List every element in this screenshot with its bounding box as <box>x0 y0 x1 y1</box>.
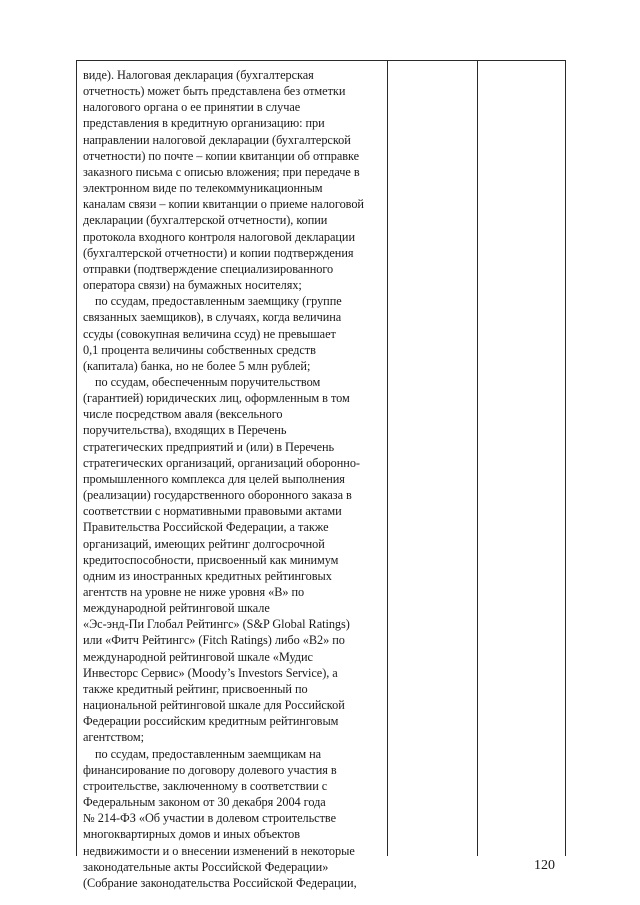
text-line: ссуды (совокупная величина ссуд) не превышает <box>83 326 336 341</box>
text-line: также кредитный рейтинг, присвоенный по <box>83 681 308 696</box>
text-line: агентством; <box>83 730 145 745</box>
text-line: (гарантией) юридических лиц, оформленным в том <box>83 391 350 406</box>
text-line: строительстве, заключенному в соответствии с <box>83 778 328 793</box>
text-line: № 214-ФЗ «Об участии в долевом строительстве <box>83 811 336 826</box>
text-line: одним из иностранных кредитных рейтинговых <box>83 568 332 583</box>
text-line: по ссудам, предоставленным заемщикам на <box>95 746 322 761</box>
text-line: законодательные акты Российской Федерации» <box>83 859 329 874</box>
text-line: представления в кредитную организацию: при <box>83 116 325 131</box>
text-line: (капитала) банка, но не более 5 млн рублей; <box>83 358 311 373</box>
text-line: поручительства), входящих в Перечень <box>83 423 287 438</box>
text-line: национальной рейтинговой шкале для Российской <box>83 698 345 713</box>
text-line: каналам связи – копии квитанции о приеме налоговой <box>83 197 364 212</box>
column-divider <box>387 61 388 856</box>
text-line: 0,1 процента величины собственных средств <box>83 342 316 357</box>
column-divider <box>477 61 478 856</box>
text-line: протокола входного контроля налоговой декларации <box>83 229 355 244</box>
text-line: оператора связи) на бумажных носителях; <box>83 278 302 293</box>
text-line: международной рейтинговой шкале <box>83 601 270 616</box>
text-line: организаций, имеющих рейтинг долгосрочной <box>83 536 325 551</box>
text-line: агентств на уровне не ниже уровня «В» по <box>83 585 305 599</box>
text-line: Правительства Российской Федерации, а также <box>83 520 329 535</box>
table-cell-text <box>83 67 383 891</box>
text-line: направлении налоговой декларации (бухгалтерской <box>83 132 351 147</box>
text-line: финансирование по договору долевого участия в <box>83 762 337 777</box>
text-line: стратегических предприятий и (или) в Перечень <box>83 439 335 454</box>
text-line: по ссудам, обеспеченным поручительством <box>95 374 321 389</box>
text-line: отчетности) по почте – копии квитанции об отправке <box>83 148 360 163</box>
text-line: налогового органа о ее принятии в случае <box>83 100 301 115</box>
page-number: 120 <box>534 858 555 873</box>
text-line: «Эс-энд-Пи Глобал Рейтингс» (S&P Global Ratings) <box>83 617 350 632</box>
text-line: электронном виде по телекоммуникационным <box>83 181 323 196</box>
text-line: Федерации российским кредитным рейтинговым <box>83 714 339 729</box>
text-line: соответствии с нормативными правовыми актами <box>83 504 342 519</box>
text-line: многоквартирных домов и иных объектов <box>83 827 300 842</box>
text-line: Федеральным законом от 30 декабря 2004 года <box>83 795 326 810</box>
text-line: промышленного комплекса для целей выполнения <box>83 471 345 486</box>
text-line: или «Фитч Рейтингс» (Fitch Ratings) либо «В2» по <box>83 633 345 648</box>
text-line: декларации (бухгалтерской отчетности), копии <box>83 213 328 228</box>
text-line: (бухгалтерской отчетности) и копии подтверждения <box>83 245 354 260</box>
text-line: Инвесторс Сервис» (Moody’s Investors Service), а <box>83 665 338 680</box>
text-line: кредитоспособности, присвоенный как минимум <box>83 552 339 567</box>
text-line: заказного письма с описью вложения; при передаче в <box>83 164 360 179</box>
text-line: отчетность) может быть представлена без отметки <box>83 84 346 99</box>
text-line: недвижимости и о внесении изменений в некоторые <box>83 843 355 858</box>
text-line: по ссудам, предоставленным заемщику (группе <box>95 294 342 309</box>
text-line: (реализации) государственного оборонного заказа в <box>83 488 352 503</box>
text-line: международной рейтинговой шкале «Мудис <box>83 649 313 664</box>
text-line: числе посредством аваля (вексельного <box>83 407 283 422</box>
text-line: виде). Налоговая декларация (бухгалтерская <box>83 68 314 82</box>
text-line: (Собрание законодательства Российской Федерации, <box>83 875 357 890</box>
text-line: стратегических организаций, организаций оборонно- <box>83 455 360 470</box>
text-line: отправки (подтверждение специализированного <box>83 261 334 276</box>
text-line: связанных заемщиков), в случаях, когда величина <box>83 310 342 325</box>
